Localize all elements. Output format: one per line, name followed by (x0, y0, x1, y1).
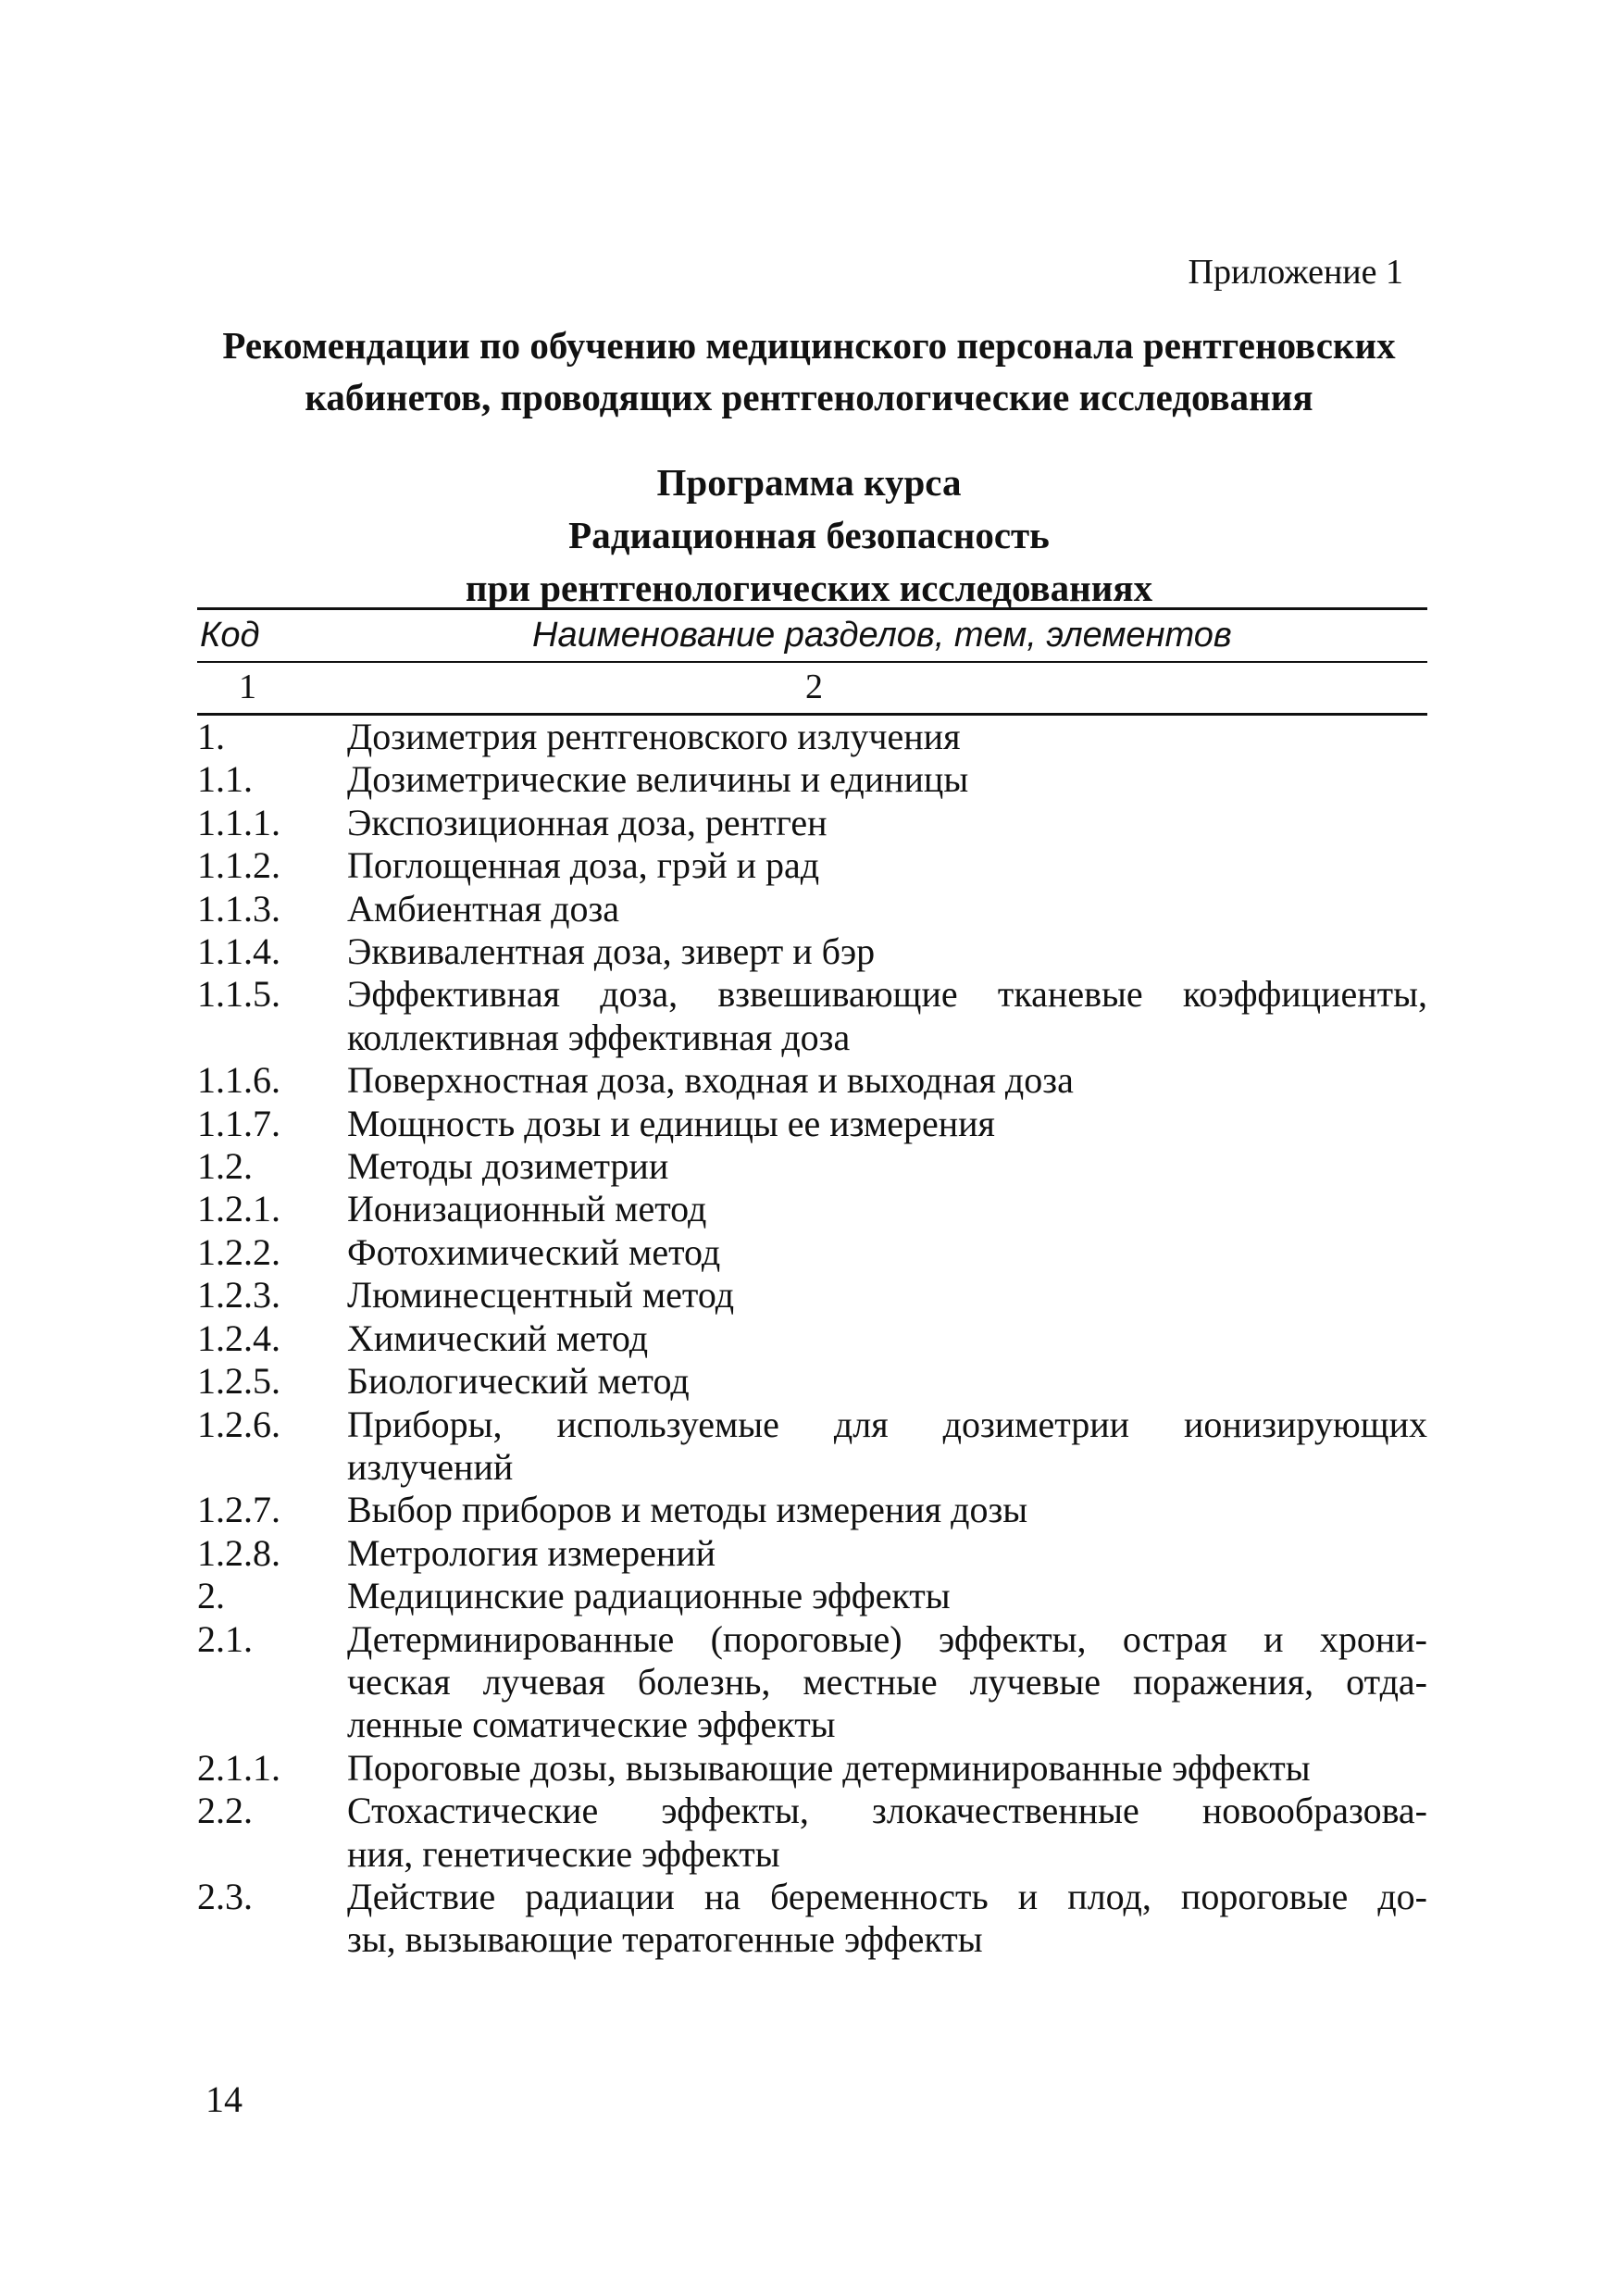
row-code: 2.1. (197, 1617, 253, 1660)
recommendation-title (185, 319, 1433, 423)
row-name (347, 1532, 1427, 1575)
row-name (347, 1188, 1427, 1230)
row-code: 1.2.7. (197, 1489, 280, 1531)
row-name-line: ния, генетические эффекты (347, 1832, 780, 1875)
table-row (197, 802, 1427, 844)
row-name (347, 1876, 1427, 1962)
row-name-line: Биологический метод (347, 1360, 690, 1403)
row-name-line: Люминесцентный метод (347, 1274, 735, 1316)
row-code: 1.2.3. (197, 1274, 280, 1316)
row-code: 1.1.7. (197, 1102, 280, 1144)
row-name-line: Методы дозиметрии (347, 1145, 669, 1188)
row-code: 1.2.2. (197, 1230, 280, 1273)
table-row (197, 1274, 1427, 1316)
table-row (197, 1059, 1427, 1102)
row-name-line: Фотохимический метод (347, 1230, 721, 1273)
row-name-line: Стохастические эффекты, злокачественные новообразова- (347, 1790, 1427, 1832)
row-name (347, 1747, 1427, 1790)
row-code: 2.3. (197, 1875, 253, 1917)
program-title-line: Радиационная безопасность (568, 514, 1050, 556)
row-name (347, 716, 1427, 758)
row-code: 1.2.8. (197, 1531, 280, 1574)
row-name-line: ческая лучевая болезнь, местные лучевые поражения, отда- (347, 1660, 1427, 1703)
row-name-line: Эффективная доза, взвешивающие тканевые коэффициенты, (347, 973, 1427, 1016)
row-name-line: коллективная эффективная доза (347, 1016, 851, 1058)
row-name-line: Поверхностная доза, входная и выходная доза (347, 1059, 1074, 1102)
row-name (347, 973, 1427, 1059)
table-row (197, 1145, 1427, 1188)
row-name (347, 1360, 1427, 1403)
table-row (197, 1575, 1427, 1617)
row-name (347, 1059, 1427, 1102)
row-name-line: Поглощенная доза, грэй и рад (347, 844, 820, 887)
row-code: 1.1.3. (197, 887, 280, 930)
row-code: 1.1.2. (197, 844, 280, 887)
row-name-line: зы, вызывающие тератогенные эффекты (347, 1918, 983, 1961)
row-name (347, 1317, 1427, 1360)
row-code: 2.1.1. (197, 1746, 280, 1789)
row-name (347, 1489, 1427, 1531)
column-number-1: 1 (239, 668, 256, 706)
row-code: 1.1.6. (197, 1059, 280, 1102)
row-code: 1.2.1. (197, 1188, 280, 1230)
row-name-line: Ионизационный метод (347, 1188, 707, 1230)
table-row (197, 1188, 1427, 1230)
row-name (347, 1145, 1427, 1188)
header-code: Код (200, 616, 260, 655)
row-code: 1.2.6. (197, 1403, 280, 1445)
recommendation-title-line: Рекомендации по обучению медицинского персонала рентгеновских (222, 324, 1396, 367)
row-name (347, 1404, 1427, 1490)
table-row (197, 758, 1427, 801)
row-name-line: Дозиметрические величины и единицы (347, 758, 969, 801)
table-row (197, 888, 1427, 930)
row-name (347, 844, 1427, 887)
row-name-line: излучений (347, 1445, 514, 1488)
row-name (347, 1274, 1427, 1316)
table-top-rule (197, 607, 1427, 610)
row-name-line: Эквивалентная доза, зиверт и бэр (347, 930, 876, 973)
row-name-line: Выбор приборов и методы измерения дозы (347, 1489, 1028, 1531)
row-code: 1. (197, 716, 225, 757)
table-row (197, 1876, 1427, 1962)
row-name (347, 930, 1427, 973)
row-name-line: Приборы, используемые для дозиметрии ионизирующих (347, 1403, 1427, 1445)
table-row (197, 1747, 1427, 1790)
row-name-line: Амбиентная доза (347, 887, 620, 930)
page-number: 14 (205, 2078, 243, 2120)
row-code: 2.2. (197, 1790, 253, 1832)
row-code: 1.2.5. (197, 1360, 280, 1403)
row-name-line: Метрология измерений (347, 1531, 716, 1574)
row-name-line: Химический метод (347, 1316, 649, 1359)
row-name (347, 1231, 1427, 1274)
row-name-line: ленные соматические эффекты (347, 1703, 836, 1746)
column-number-2: 2 (805, 668, 823, 706)
appendix-label: Приложение 1 (1188, 253, 1403, 292)
table-row (197, 1103, 1427, 1145)
row-name-line: Действие радиации на беременность и плод, пороговые до- (347, 1875, 1427, 1917)
table-row (197, 1532, 1427, 1575)
header-name: Наименование разделов, тем, элементов (532, 616, 1232, 655)
row-name-line: Детерминированные (пороговые) эффекты, острая и хрони- (347, 1617, 1427, 1660)
table-row (197, 973, 1427, 1059)
program-title-line: при рентгенологических исследованиях (465, 567, 1153, 609)
row-name (347, 1790, 1427, 1876)
table-row (197, 930, 1427, 973)
row-code: 1.1. (197, 758, 253, 801)
table-row (197, 1489, 1427, 1531)
table-row (197, 1360, 1427, 1403)
row-name (347, 1103, 1427, 1145)
program-table-body (197, 716, 1427, 1962)
row-name-line: Экспозиционная доза, рентген (347, 801, 828, 843)
program-title-line: Программа курса (656, 461, 962, 504)
row-code: 2. (197, 1575, 225, 1617)
row-code: 1.1.1. (197, 801, 280, 843)
row-name (347, 802, 1427, 844)
row-code: 1.2. (197, 1145, 253, 1188)
row-name (347, 758, 1427, 801)
row-name (347, 1575, 1427, 1617)
row-name (347, 1618, 1427, 1747)
row-code: 1.1.5. (197, 973, 280, 1016)
table-row (197, 1790, 1427, 1876)
row-name-line: Мощность дозы и единицы ее измерения (347, 1102, 995, 1144)
row-name-line: Пороговые дозы, вызывающие детерминированные эффекты (347, 1746, 1311, 1789)
table-row (197, 1231, 1427, 1274)
row-name (347, 888, 1427, 930)
table-row (197, 1618, 1427, 1747)
row-name-line: Дозиметрия рентгеновского излучения (347, 716, 961, 757)
program-title (185, 456, 1433, 615)
row-code: 1.1.4. (197, 930, 280, 973)
recommendation-title-line: кабинетов, проводящих рентгенологические исследования (305, 376, 1313, 418)
row-name-line: Медицинские радиационные эффекты (347, 1575, 951, 1617)
row-code: 1.2.4. (197, 1316, 280, 1359)
table-row (197, 844, 1427, 887)
table-row (197, 1317, 1427, 1360)
table-row (197, 1404, 1427, 1490)
table-row (197, 716, 1427, 758)
